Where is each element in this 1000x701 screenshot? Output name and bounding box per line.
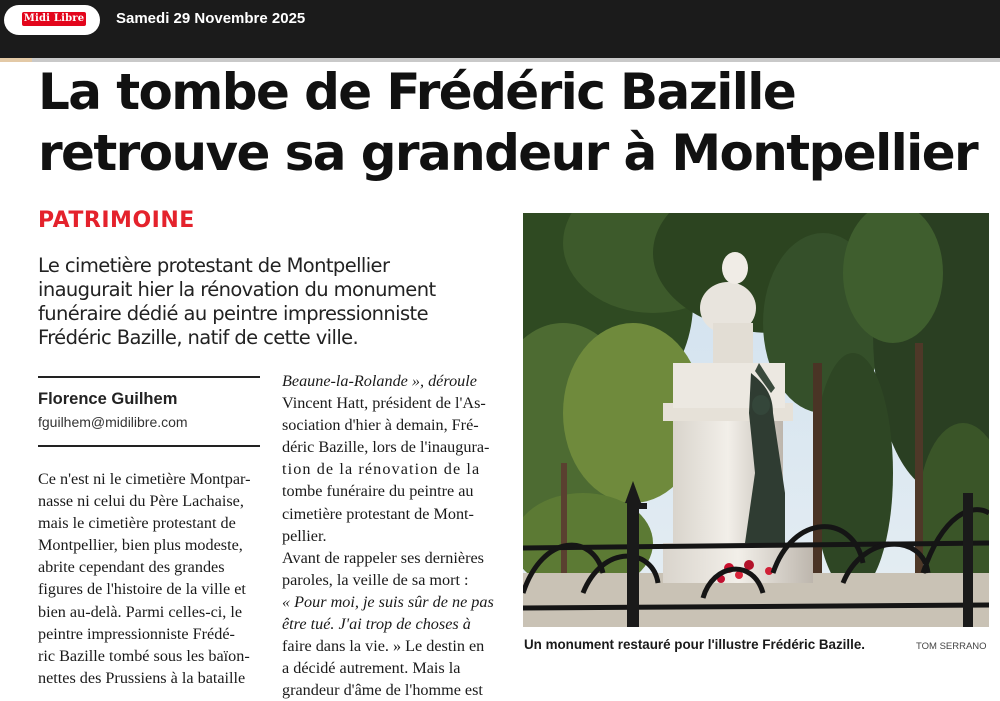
- body-line: Ce n'est ni le cimetière Montpar-: [38, 470, 251, 488]
- body-line: cimetière protestant de Mont-: [282, 504, 474, 523]
- body-line: Vincent Hatt, président de l'As-: [282, 394, 486, 413]
- midi-libre-logo: Midi Libre: [23, 13, 85, 24]
- body-line: bien au-delà. Parmi celles-ci, le: [38, 602, 243, 621]
- author-name: Florence Guilhem: [38, 390, 178, 408]
- article-lead: [38, 254, 478, 350]
- body-line: déric Bazille, lors de l'inaugura-: [282, 438, 490, 457]
- top-bar: [0, 0, 1000, 58]
- headline-line: retrouve sa grandeur à Montpellier: [38, 124, 978, 182]
- body-line: grandeur d'âme de l'homme est: [282, 681, 483, 700]
- body-line: « Pour moi, je suis sûr de ne pas: [282, 592, 494, 611]
- body-line: faire dans la vie. » Le destin en: [282, 637, 485, 656]
- monument-photo: [523, 213, 989, 627]
- photo-credit: TOM SERRANO: [916, 641, 987, 652]
- logo-button[interactable]: [4, 5, 100, 35]
- body-line: pellier.: [282, 526, 327, 545]
- lead-line: funéraire dédié au peintre impressionniste: [38, 302, 428, 325]
- body-line: Beaune-la-Rolande », déroule: [282, 372, 477, 390]
- body-line: figures de l'histoire de la ville et: [38, 580, 246, 599]
- body-line: ric Bazille tombé sous les baïon-: [38, 646, 250, 665]
- headline-line: La tombe de Frédéric Bazille: [38, 63, 796, 121]
- lead-line: inaugurait hier la rénovation du monument: [38, 278, 436, 301]
- body-line: nasse ni celui du Père Lachaise,: [38, 492, 244, 511]
- body-line: tombe funéraire du peintre au: [282, 482, 474, 501]
- lead-line: Frédéric Bazille, natif de cette ville.: [38, 326, 359, 349]
- body-column-1: [38, 468, 262, 689]
- body-line: sociation d'hier à demain, Fré-: [282, 416, 479, 435]
- author-email[interactable]: fguilhem@midilibre.com: [38, 414, 188, 430]
- photo-caption: Un monument restauré pour l'illustre Frédéric Bazille.: [524, 637, 866, 652]
- article-headline: [38, 62, 998, 184]
- section-rubric: PATRIMOINE: [38, 208, 195, 233]
- body-line: nettes des Prussiens à la bataille: [38, 668, 246, 687]
- author-rule-bottom: [38, 445, 260, 447]
- lead-line: Le cimetière protestant de Montpellier: [38, 254, 390, 277]
- edition-date: Samedi 29 Novembre 2025: [116, 10, 306, 27]
- body-line: Avant de rappeler ses dernières: [282, 548, 484, 567]
- body-line: Montpellier, bien plus modeste,: [38, 536, 243, 555]
- body-line: abrite cependant des grandes: [38, 558, 225, 577]
- body-line: paroles, la veille de sa mort :: [282, 570, 469, 589]
- body-column-2: [282, 370, 506, 701]
- body-line: mais le cimetière protestant de: [38, 514, 236, 533]
- author-rule-top: [38, 376, 260, 378]
- body-line: tion de la rénovation de la: [282, 460, 481, 479]
- body-line: a décidé autrement. Mais la: [282, 659, 461, 678]
- body-line: peintre impressionniste Frédé-: [38, 624, 235, 643]
- body-line: être tué. J'ai trop de choses à: [282, 615, 471, 634]
